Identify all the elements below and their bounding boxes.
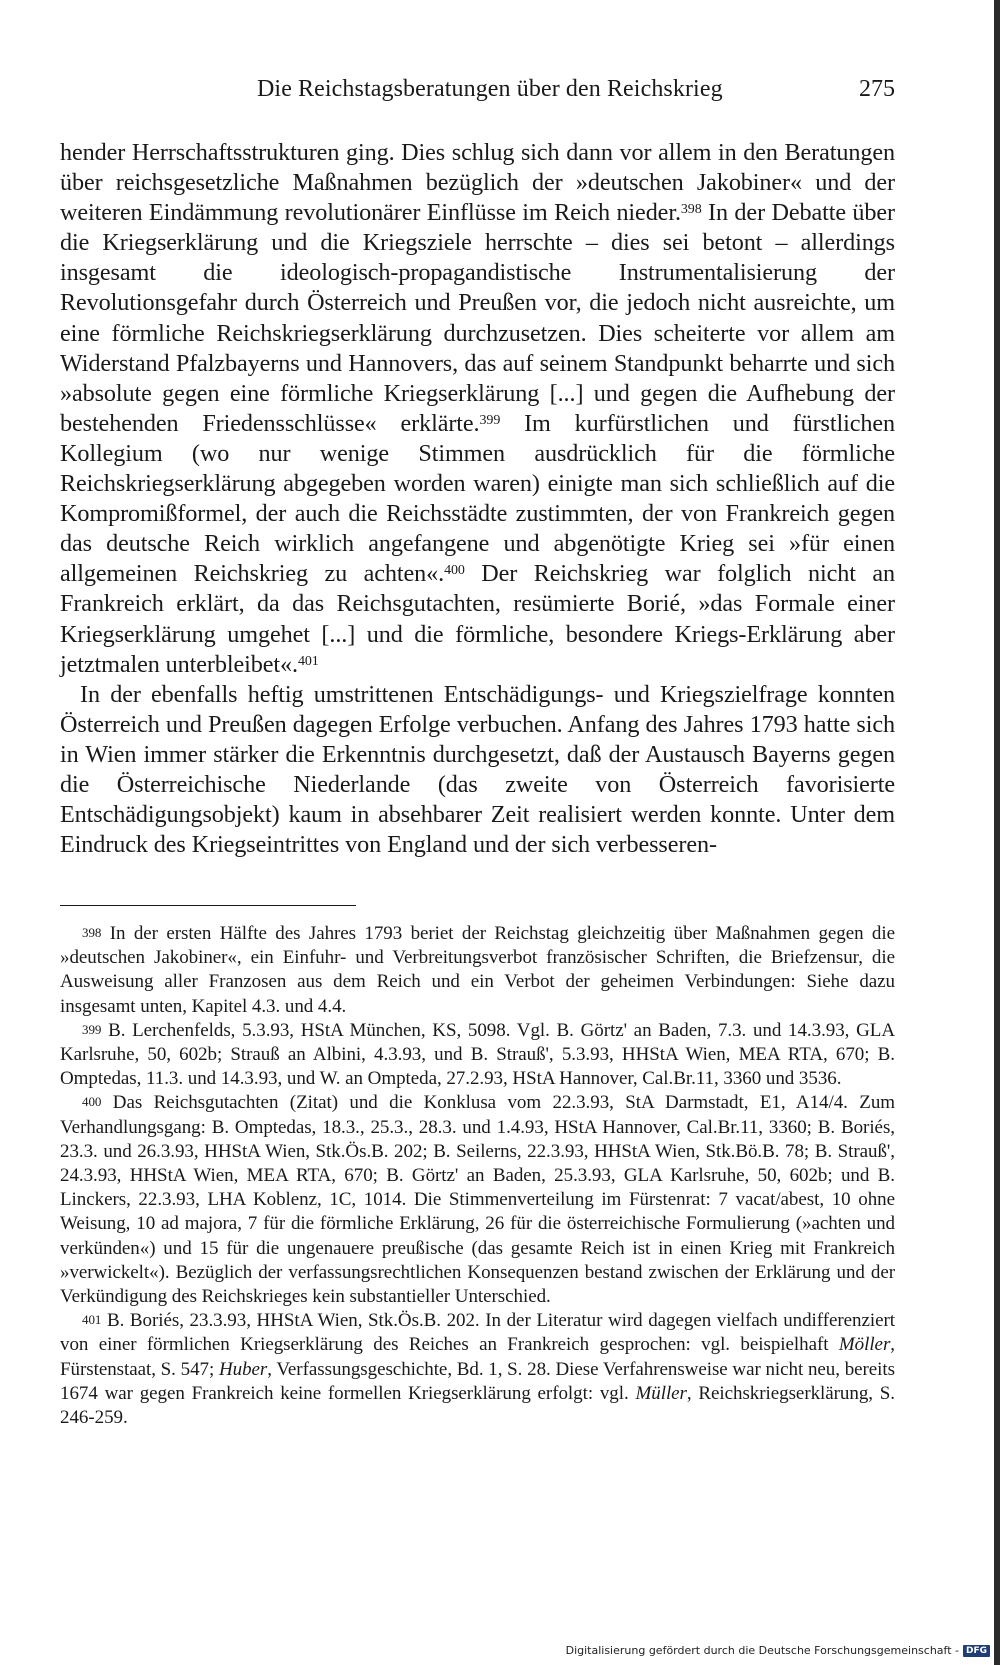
text-segment: In der Debatte über die Kriegserklärung und die Kriegsziele herrschte – dies sei betont – allerdings insgesamt die ideologisch-propagandistische Instrumentalisierung der Revolutionsgefahr durch Österreich und Preußen vor, die jedoch nicht ausreichte, um eine förmliche Reichskriegserklärung durchzusetzen. Dies scheiterte vor allem am Widerstand Pfalzbayerns und Hannovers, das auf seinem Standpunkt beharrte und sich »absolute gegen eine förmliche Kriegserklärung [...] und gegen die Aufhebung der bestehenden Friedensschlüsse« erklärte. — [60, 199, 895, 437]
author-name: Huber — [218, 1358, 268, 1380]
page-edge — [994, 0, 1000, 1665]
footnote-divider — [60, 905, 356, 906]
page-header — [60, 76, 895, 110]
text-segment: Der Reichskrieg war folglich nicht an Frankreich erklärt, da das Reichsgutachten, resümierte Borié, »das Formale einer Kriegserklärung umgehet [...] und die förmliche, besondere Kriegs-Erklärung aber jetztmalen unterbleibet«. — [60, 560, 896, 678]
footnotes — [60, 922, 895, 1430]
running-title: Die Reichstagsberatungen über den Reichskrieg — [257, 76, 723, 102]
footnote — [60, 1019, 895, 1092]
footnote-text: , Verfassungsgeschichte, Bd. 1, S. 28. Diese Verfahrensweise war nicht neu, bereits 1674 war gegen Frankreich keine formellen Kriegserklärung erfolgt: vgl. — [60, 1358, 895, 1404]
author-name: Müller — [635, 1382, 687, 1404]
footnote-number: 401 — [82, 1312, 102, 1328]
author-name: Möller — [838, 1334, 891, 1356]
footnote-text: B. Lerchenfelds, 5.3.93, HStA München, KS, 5098. Vgl. B. Görtz' an Baden, 7.3. und 14.3.93, GLA Karlsruhe, 50, 602b; Strauß an Albini, 4.3.93, und B. Strauß', 5.3.93, HHStA Wien, MEA RTA, 670; B. Omptedas, 11.3. und 14.3.93, und W. an Ompteda, 27.2.93, HStA Hannover, Cal.Br.11, 3360 und 3536. — [60, 1019, 895, 1090]
page-number: 275 — [859, 76, 895, 102]
digitization-footer — [566, 1644, 990, 1657]
footnote-text: In der ersten Hälfte des Jahres 1793 beriet der Reichstag gleichzeitig über Maßnahmen gegen die »deutschen Jakobiner«, ein Einfuhr- und Verbreitungsverbot französischer Schriften, die Briefzensur, die Ausweisung aller Franzosen aus dem Reich und ein Verbot der geheimen Verbindungen: Siehe dazu insgesamt unten, Kapitel 4.3. und 4.4. — [60, 923, 895, 1017]
paragraph-2: In der ebenfalls heftig umstrittenen Entschädigungs- und Kriegszielfrage konnten Österreich und Preußen dagegen Erfolge verbuchen. Anfang des Jahres 1793 hatte sich in Wien immer stärker die Erkenntnis durchgesetzt, daß der Austausch Bayerns gegen die Österreichische Niederlande (das zweite von Österreich favorisierte Entschädigungsobjekt) kaum in absehbarer Zeit realisiert werden konnte. Unter dem Eindruck des Kriegseintrittes von England und der sich verbesseren- — [60, 680, 895, 859]
footnote-number: 398 — [82, 925, 102, 940]
footnote — [60, 1309, 895, 1430]
footnote-text: Das Reichsgutachten (Zitat) und die Konklusa vom 22.3.93, StA Darmstadt, E1, A14/4. Zum Verhandlungsgang: B. Omptedas, 18.3., 25.3., 28.3. und 1.4.93, HStA Hannover, Cal.Br.11, 3360; B. Boriés, 23.3. und 26.3.93, HHStA Wien, Stk.Ös.B. 202; B. Seilerns, 22.3.93, HHStA Wien, Stk.Bö.B. 78; B. Strauß', 24.3.93, HHStA Wien, MEA RTA, 670; B. Görtz' an Baden, 25.3.93, GLA Karlsruhe, 50, 602b; und B. Linckers, 22.3.93, LHA Koblenz, 1C, 1014. Die Stimmenverteilung im Fürstenrat: 7 vacat/abest, 10 ohne Weisung, 10 ad majora, 7 für die förmliche Erklärung, 26 für die österreichische Formulierung (»achten und verkünden«) und 15 für die ungenauere preußische (das gesamte Reich ist in einen Krieg mit Frankreich »verwickelt«). Bezüglich der verfassungsrechtlichen Konsequenzen bestand zwischen der Erklärung und der Verkündigung des Reichskrieges kein substantieller Unterschied. — [60, 1092, 895, 1308]
text-segment: hender Herrschaftsstrukturen ging. Dies schlug sich dann vor allem in den Beratungen über reichsgesetzliche Maßnahmen bezüglich der »deutschen Jakobiner« und der weiteren Eindämmung revolutionärer Einflüsse im Reich nieder. — [60, 139, 895, 227]
paragraph-1 — [60, 138, 895, 680]
footnote-ref: 398 — [680, 202, 702, 218]
footnote-text: , Fürstenstaat, S. 547; — [60, 1334, 895, 1380]
footnote-number: 399 — [82, 1021, 102, 1037]
footnote-ref: 399 — [479, 412, 501, 428]
main-text — [60, 138, 895, 860]
footer-text: Digitalisierung gefördert durch die Deutsche Forschungsgemeinschaft - — [565, 1644, 959, 1657]
footnote — [60, 1091, 895, 1309]
footnote-text: , Reichskriegserklärung, S. 246-259. — [60, 1382, 895, 1429]
footnote-text: B. Boriés, 23.3.93, HHStA Wien, Stk.Ös.B. 202. In der Literatur wird dagegen vielfach undifferenziert von einer förmlichen Kriegserklärung des Reiches an Frankreich gesprochen: vgl. beispielhaft — [60, 1310, 895, 1356]
footnote-ref: 400 — [444, 563, 465, 579]
dfg-logo: DFG — [963, 1645, 990, 1657]
footnote-number: 400 — [82, 1094, 102, 1110]
footnote-ref: 401 — [297, 653, 319, 669]
text-segment: Im kurfürstlichen und fürstlichen Kollegium (wo nur wenige Stimmen ausdrücklich für die förmliche Reichskriegserklärung abgegeben worden waren) einigte man sich schließlich auf die Kompromißformel, der auch die Reichsstädte zustimmten, der von Frankreich gegen das deutsche Reich wirklich angefangene und abgenötigte Krieg sei »für einen allgemeinen Reichskrieg zu achten«. — [60, 409, 895, 588]
footnote — [60, 922, 895, 1019]
